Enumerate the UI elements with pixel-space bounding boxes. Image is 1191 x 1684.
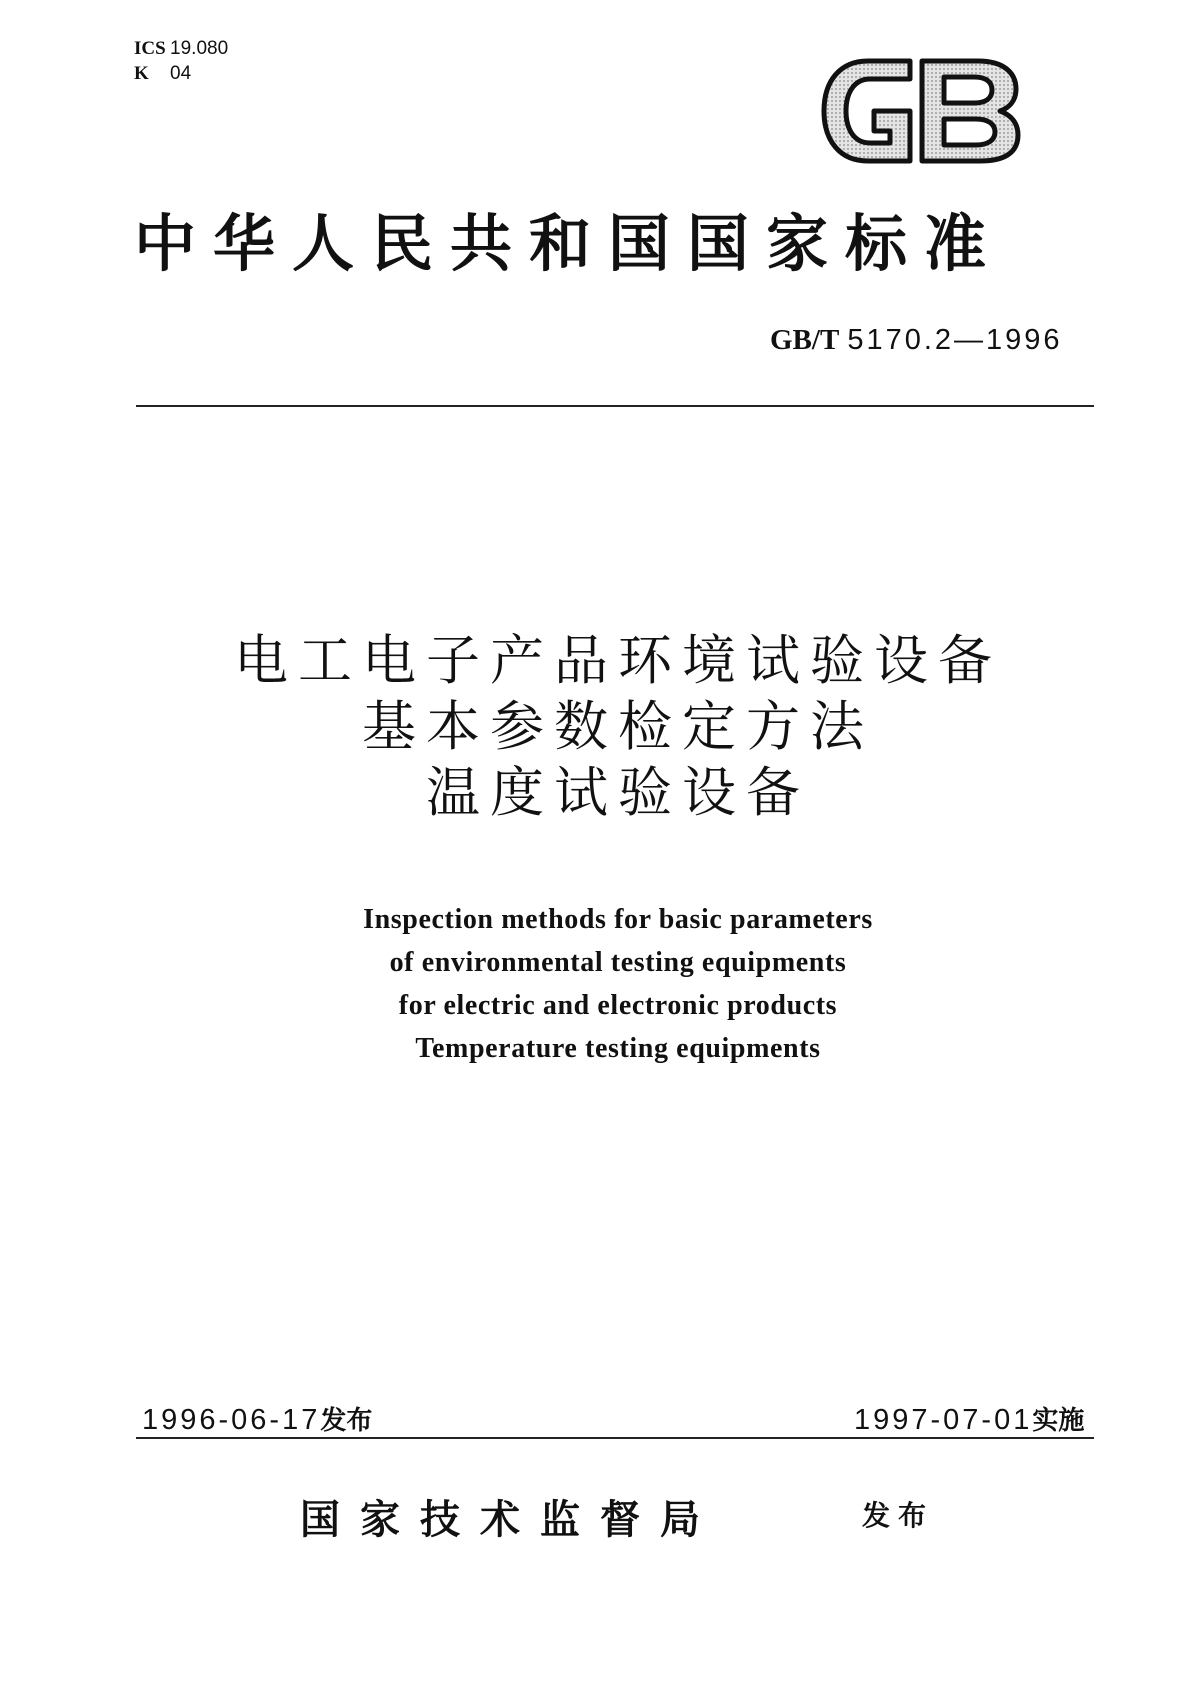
ics-code-row bbox=[134, 36, 228, 61]
effective-date-label: 实施 bbox=[1032, 1406, 1085, 1436]
standard-prefix: GB/T bbox=[770, 324, 840, 356]
issue-date-value: 1996-06-17 bbox=[142, 1404, 321, 1436]
english-title-line-4: Temperature testing equipments bbox=[415, 1033, 821, 1064]
ics-value: 19.080 bbox=[170, 38, 229, 59]
english-title bbox=[0, 898, 1191, 1070]
effective-date-value: 1997-07-01 bbox=[854, 1404, 1033, 1436]
k-value: 04 bbox=[170, 63, 192, 84]
chinese-title-line-3: 温度试验设备 bbox=[426, 761, 810, 824]
classification-codes bbox=[134, 36, 228, 86]
standard-number-value: 5170.2—1996 bbox=[847, 324, 1063, 356]
standard-number bbox=[770, 322, 1063, 357]
issue-label: 发布 bbox=[862, 1499, 935, 1532]
issuing-authority: 国家技术监督局 bbox=[300, 1496, 720, 1543]
chinese-title-line-2: 基本参数检定方法 bbox=[362, 695, 874, 758]
national-standard-title: 中华人民共和国国家标准 bbox=[134, 207, 1004, 280]
bottom-divider bbox=[136, 1437, 1094, 1439]
chinese-title-line-1: 电工电子产品环境试验设备 bbox=[234, 629, 1002, 692]
chinese-title bbox=[0, 628, 1191, 826]
top-divider bbox=[136, 405, 1094, 407]
ics-label: ICS bbox=[134, 38, 166, 59]
k-label: K bbox=[134, 63, 149, 84]
issue-date-label: 发布 bbox=[320, 1406, 373, 1436]
effective-date bbox=[854, 1400, 1084, 1437]
issue-date bbox=[142, 1400, 372, 1437]
english-title-line-3: for electric and electronic products bbox=[398, 990, 838, 1021]
english-title-line-2: of environmental testing equipments bbox=[389, 947, 847, 978]
english-title-line-1: Inspection methods for basic parameters bbox=[363, 904, 873, 935]
gb-logo-icon bbox=[818, 55, 1024, 167]
k-code-row bbox=[134, 61, 228, 86]
